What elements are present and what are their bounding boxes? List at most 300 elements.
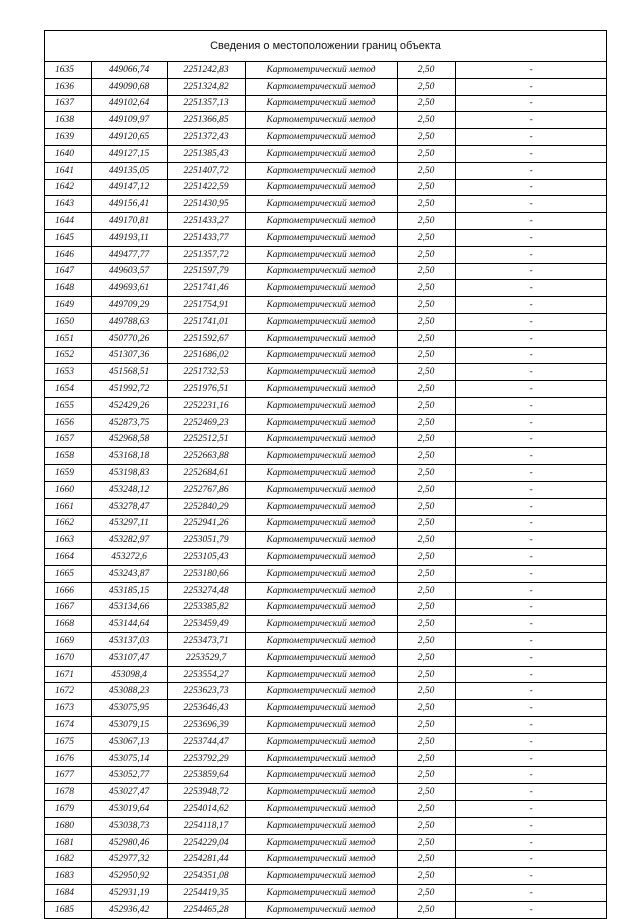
accuracy-cell: 2,50 (397, 414, 455, 431)
x-coordinate: 452931,19 (91, 885, 167, 902)
y-coordinate: 2254351,08 (167, 868, 245, 885)
method-cell: Картометрический метод (245, 700, 397, 717)
accuracy-cell: 2,50 (397, 465, 455, 482)
table-row (45, 62, 607, 78)
y-coordinate: 2251372,43 (167, 129, 245, 146)
accuracy-cell: 2,50 (397, 448, 455, 465)
x-coordinate: 450770,26 (91, 330, 167, 347)
dash-cell: - (455, 397, 607, 414)
method-cell: Картометрический метод (245, 297, 397, 314)
point-number: 1662 (45, 515, 91, 532)
y-coordinate: 2253529,7 (167, 649, 245, 666)
method-cell: Картометрический метод (245, 901, 397, 917)
accuracy-cell: 2,50 (397, 179, 455, 196)
y-coordinate: 2251407,72 (167, 162, 245, 179)
method-cell: Картометрический метод (245, 885, 397, 902)
dash-cell: - (455, 246, 607, 263)
dash-cell: - (455, 330, 607, 347)
y-coordinate: 2251385,43 (167, 145, 245, 162)
table-row (45, 498, 607, 515)
dash-cell: - (455, 78, 607, 95)
table-row (45, 717, 607, 734)
table-row (45, 229, 607, 246)
point-number: 1637 (45, 95, 91, 112)
table-row (45, 95, 607, 112)
dash-cell: - (455, 481, 607, 498)
point-number: 1675 (45, 733, 91, 750)
table-row (45, 733, 607, 750)
method-cell: Картометрический метод (245, 801, 397, 818)
method-cell: Картометрический метод (245, 565, 397, 582)
method-cell: Картометрический метод (245, 465, 397, 482)
x-coordinate: 449135,05 (91, 162, 167, 179)
method-cell: Картометрический метод (245, 162, 397, 179)
x-coordinate: 449090,68 (91, 78, 167, 95)
dash-cell: - (455, 649, 607, 666)
table-row (45, 381, 607, 398)
accuracy-cell: 2,50 (397, 196, 455, 213)
y-coordinate: 2251976,51 (167, 381, 245, 398)
table-row (45, 297, 607, 314)
method-cell: Картометрический метод (245, 532, 397, 549)
point-number: 1659 (45, 465, 91, 482)
x-coordinate: 453027,47 (91, 784, 167, 801)
x-coordinate: 449788,63 (91, 313, 167, 330)
y-coordinate: 2252684,61 (167, 465, 245, 482)
accuracy-cell: 2,50 (397, 347, 455, 364)
accuracy-cell: 2,50 (397, 297, 455, 314)
method-cell: Картометрический метод (245, 649, 397, 666)
accuracy-cell: 2,50 (397, 364, 455, 381)
point-number: 1649 (45, 297, 91, 314)
point-number: 1641 (45, 162, 91, 179)
method-cell: Картометрический метод (245, 717, 397, 734)
point-number: 1672 (45, 683, 91, 700)
y-coordinate: 2254419,35 (167, 885, 245, 902)
table-row (45, 330, 607, 347)
x-coordinate: 449120,65 (91, 129, 167, 146)
y-coordinate: 2252767,86 (167, 481, 245, 498)
point-number: 1650 (45, 313, 91, 330)
accuracy-cell: 2,50 (397, 515, 455, 532)
point-number: 1652 (45, 347, 91, 364)
dash-cell: - (455, 767, 607, 784)
dash-cell: - (455, 347, 607, 364)
dash-cell: - (455, 95, 607, 112)
x-coordinate: 449102,64 (91, 95, 167, 112)
point-number: 1651 (45, 330, 91, 347)
table-row (45, 633, 607, 650)
point-number: 1663 (45, 532, 91, 549)
table-row (45, 481, 607, 498)
accuracy-cell: 2,50 (397, 565, 455, 582)
method-cell: Картометрический метод (245, 515, 397, 532)
table-row (45, 112, 607, 129)
method-cell: Картометрический метод (245, 448, 397, 465)
table-row (45, 397, 607, 414)
point-number: 1639 (45, 129, 91, 146)
table-row (45, 414, 607, 431)
dash-cell: - (455, 213, 607, 230)
accuracy-cell: 2,50 (397, 649, 455, 666)
accuracy-cell: 2,50 (397, 213, 455, 230)
x-coordinate: 453098,4 (91, 666, 167, 683)
accuracy-cell: 2,50 (397, 599, 455, 616)
y-coordinate: 2253696,39 (167, 717, 245, 734)
table-row (45, 263, 607, 280)
table-row (45, 162, 607, 179)
dash-cell: - (455, 414, 607, 431)
accuracy-cell: 2,50 (397, 700, 455, 717)
dash-cell: - (455, 62, 607, 78)
point-number: 1683 (45, 868, 91, 885)
y-coordinate: 2254118,17 (167, 817, 245, 834)
point-number: 1648 (45, 280, 91, 297)
dash-cell: - (455, 196, 607, 213)
dash-cell: - (455, 297, 607, 314)
y-coordinate: 2253948,72 (167, 784, 245, 801)
y-coordinate: 2253554,27 (167, 666, 245, 683)
y-coordinate: 2251324,82 (167, 78, 245, 95)
method-cell: Картометрический метод (245, 549, 397, 566)
x-coordinate: 453052,77 (91, 767, 167, 784)
x-coordinate: 453243,87 (91, 565, 167, 582)
y-coordinate: 2251732,53 (167, 364, 245, 381)
method-cell: Картометрический метод (245, 414, 397, 431)
x-coordinate: 453248,12 (91, 481, 167, 498)
accuracy-cell: 2,50 (397, 683, 455, 700)
y-coordinate: 2252231,16 (167, 397, 245, 414)
x-coordinate: 453185,15 (91, 582, 167, 599)
accuracy-cell: 2,50 (397, 263, 455, 280)
y-coordinate: 2253623,73 (167, 683, 245, 700)
table-row (45, 565, 607, 582)
method-cell: Картометрический метод (245, 364, 397, 381)
x-coordinate: 452968,58 (91, 431, 167, 448)
point-number: 1656 (45, 414, 91, 431)
table-row (45, 431, 607, 448)
table-row (45, 213, 607, 230)
point-number: 1643 (45, 196, 91, 213)
accuracy-cell: 2,50 (397, 851, 455, 868)
point-number: 1671 (45, 666, 91, 683)
table-row (45, 448, 607, 465)
accuracy-cell: 2,50 (397, 397, 455, 414)
x-coordinate: 453038,73 (91, 817, 167, 834)
point-number: 1635 (45, 62, 91, 78)
x-coordinate: 449477,77 (91, 246, 167, 263)
dash-cell: - (455, 784, 607, 801)
table-row (45, 599, 607, 616)
sheet-title: Сведения о местоположении границ объекта (45, 31, 606, 62)
point-number: 1673 (45, 700, 91, 717)
x-coordinate: 451992,72 (91, 381, 167, 398)
x-coordinate: 449693,61 (91, 280, 167, 297)
y-coordinate: 2253180,66 (167, 565, 245, 582)
point-number: 1679 (45, 801, 91, 818)
accuracy-cell: 2,50 (397, 532, 455, 549)
x-coordinate: 452980,46 (91, 834, 167, 851)
method-cell: Картометрический метод (245, 145, 397, 162)
table-row (45, 700, 607, 717)
x-coordinate: 449109,97 (91, 112, 167, 129)
dash-cell: - (455, 229, 607, 246)
method-cell: Картометрический метод (245, 868, 397, 885)
point-number: 1638 (45, 112, 91, 129)
x-coordinate: 449709,29 (91, 297, 167, 314)
method-cell: Картометрический метод (245, 330, 397, 347)
coordinates-table (45, 62, 607, 918)
table-row (45, 868, 607, 885)
x-coordinate: 453075,14 (91, 750, 167, 767)
dash-cell: - (455, 263, 607, 280)
table-row (45, 851, 607, 868)
method-cell: Картометрический метод (245, 616, 397, 633)
y-coordinate: 2254281,44 (167, 851, 245, 868)
table-row (45, 784, 607, 801)
accuracy-cell: 2,50 (397, 885, 455, 902)
y-coordinate: 2253473,71 (167, 633, 245, 650)
accuracy-cell: 2,50 (397, 582, 455, 599)
method-cell: Картометрический метод (245, 229, 397, 246)
accuracy-cell: 2,50 (397, 129, 455, 146)
table-row (45, 582, 607, 599)
point-number: 1654 (45, 381, 91, 398)
table-row (45, 801, 607, 818)
dash-cell: - (455, 515, 607, 532)
x-coordinate: 453144,64 (91, 616, 167, 633)
x-coordinate: 453107,47 (91, 649, 167, 666)
dash-cell: - (455, 112, 607, 129)
dash-cell: - (455, 901, 607, 917)
accuracy-cell: 2,50 (397, 549, 455, 566)
table-row (45, 347, 607, 364)
x-coordinate: 451307,36 (91, 347, 167, 364)
x-coordinate: 453297,11 (91, 515, 167, 532)
y-coordinate: 2252469,23 (167, 414, 245, 431)
dash-cell: - (455, 313, 607, 330)
x-coordinate: 453137,03 (91, 633, 167, 650)
table-row (45, 196, 607, 213)
table-row (45, 145, 607, 162)
method-cell: Картометрический метод (245, 78, 397, 95)
point-number: 1655 (45, 397, 91, 414)
x-coordinate: 452429,26 (91, 397, 167, 414)
point-number: 1678 (45, 784, 91, 801)
accuracy-cell: 2,50 (397, 733, 455, 750)
method-cell: Картометрический метод (245, 666, 397, 683)
y-coordinate: 2251592,67 (167, 330, 245, 347)
dash-cell: - (455, 448, 607, 465)
dash-cell: - (455, 162, 607, 179)
accuracy-cell: 2,50 (397, 229, 455, 246)
x-coordinate: 449170,81 (91, 213, 167, 230)
accuracy-cell: 2,50 (397, 162, 455, 179)
table-row (45, 465, 607, 482)
method-cell: Картометрический метод (245, 431, 397, 448)
method-cell: Картометрический метод (245, 851, 397, 868)
dash-cell: - (455, 666, 607, 683)
y-coordinate: 2251357,72 (167, 246, 245, 263)
accuracy-cell: 2,50 (397, 717, 455, 734)
x-coordinate: 453088,23 (91, 683, 167, 700)
accuracy-cell: 2,50 (397, 633, 455, 650)
point-number: 1667 (45, 599, 91, 616)
table-row (45, 179, 607, 196)
point-number: 1644 (45, 213, 91, 230)
table-row (45, 767, 607, 784)
y-coordinate: 2251366,85 (167, 112, 245, 129)
y-coordinate: 2251430,95 (167, 196, 245, 213)
x-coordinate: 449156,41 (91, 196, 167, 213)
point-number: 1636 (45, 78, 91, 95)
method-cell: Картометрический метод (245, 397, 397, 414)
point-number: 1669 (45, 633, 91, 650)
method-cell: Картометрический метод (245, 313, 397, 330)
table-row (45, 515, 607, 532)
accuracy-cell: 2,50 (397, 62, 455, 78)
dash-cell: - (455, 381, 607, 398)
y-coordinate: 2251597,79 (167, 263, 245, 280)
table-row (45, 649, 607, 666)
dash-cell: - (455, 465, 607, 482)
y-coordinate: 2253859,64 (167, 767, 245, 784)
table-row (45, 750, 607, 767)
table-row (45, 616, 607, 633)
dash-cell: - (455, 549, 607, 566)
table-row (45, 246, 607, 263)
point-number: 1664 (45, 549, 91, 566)
accuracy-cell: 2,50 (397, 112, 455, 129)
accuracy-cell: 2,50 (397, 95, 455, 112)
table-row (45, 683, 607, 700)
x-coordinate: 449193,11 (91, 229, 167, 246)
y-coordinate: 2251422,59 (167, 179, 245, 196)
point-number: 1640 (45, 145, 91, 162)
dash-cell: - (455, 498, 607, 515)
method-cell: Картометрический метод (245, 213, 397, 230)
dash-cell: - (455, 700, 607, 717)
point-number: 1668 (45, 616, 91, 633)
y-coordinate: 2253385,82 (167, 599, 245, 616)
method-cell: Картометрический метод (245, 112, 397, 129)
method-cell: Картометрический метод (245, 129, 397, 146)
y-coordinate: 2253744,47 (167, 733, 245, 750)
point-number: 1674 (45, 717, 91, 734)
point-number: 1665 (45, 565, 91, 582)
y-coordinate: 2253051,79 (167, 532, 245, 549)
accuracy-cell: 2,50 (397, 767, 455, 784)
dash-cell: - (455, 532, 607, 549)
accuracy-cell: 2,50 (397, 246, 455, 263)
x-coordinate: 453079,15 (91, 717, 167, 734)
accuracy-cell: 2,50 (397, 498, 455, 515)
dash-cell: - (455, 364, 607, 381)
x-coordinate: 453134,66 (91, 599, 167, 616)
point-number: 1677 (45, 767, 91, 784)
table-row (45, 834, 607, 851)
point-number: 1645 (45, 229, 91, 246)
y-coordinate: 2254465,28 (167, 901, 245, 917)
table-row (45, 129, 607, 146)
table-row (45, 78, 607, 95)
x-coordinate: 452936,42 (91, 901, 167, 917)
x-coordinate: 451568,51 (91, 364, 167, 381)
point-number: 1653 (45, 364, 91, 381)
y-coordinate: 2253274,48 (167, 582, 245, 599)
accuracy-cell: 2,50 (397, 901, 455, 917)
method-cell: Картометрический метод (245, 733, 397, 750)
method-cell: Картометрический метод (245, 280, 397, 297)
accuracy-cell: 2,50 (397, 330, 455, 347)
y-coordinate: 2253459,49 (167, 616, 245, 633)
point-number: 1684 (45, 885, 91, 902)
dash-cell: - (455, 817, 607, 834)
point-number: 1682 (45, 851, 91, 868)
boundary-sheet (44, 30, 607, 919)
x-coordinate: 453198,83 (91, 465, 167, 482)
point-number: 1666 (45, 582, 91, 599)
accuracy-cell: 2,50 (397, 801, 455, 818)
dash-cell: - (455, 179, 607, 196)
x-coordinate: 453075,95 (91, 700, 167, 717)
x-coordinate: 453168,18 (91, 448, 167, 465)
accuracy-cell: 2,50 (397, 784, 455, 801)
x-coordinate: 449127,15 (91, 145, 167, 162)
dash-cell: - (455, 129, 607, 146)
method-cell: Картометрический метод (245, 246, 397, 263)
point-number: 1661 (45, 498, 91, 515)
method-cell: Картометрический метод (245, 750, 397, 767)
dash-cell: - (455, 280, 607, 297)
dash-cell: - (455, 851, 607, 868)
method-cell: Картометрический метод (245, 62, 397, 78)
y-coordinate: 2252840,29 (167, 498, 245, 515)
accuracy-cell: 2,50 (397, 616, 455, 633)
dash-cell: - (455, 616, 607, 633)
dash-cell: - (455, 885, 607, 902)
x-coordinate: 453019,64 (91, 801, 167, 818)
method-cell: Картометрический метод (245, 599, 397, 616)
x-coordinate: 453067,13 (91, 733, 167, 750)
method-cell: Картометрический метод (245, 95, 397, 112)
accuracy-cell: 2,50 (397, 313, 455, 330)
dash-cell: - (455, 582, 607, 599)
dash-cell: - (455, 717, 607, 734)
accuracy-cell: 2,50 (397, 381, 455, 398)
method-cell: Картометрический метод (245, 263, 397, 280)
x-coordinate: 453282,97 (91, 532, 167, 549)
x-coordinate: 449066,74 (91, 62, 167, 78)
table-row (45, 901, 607, 917)
dash-cell: - (455, 750, 607, 767)
method-cell: Картометрический метод (245, 347, 397, 364)
y-coordinate: 2253105,43 (167, 549, 245, 566)
table-row (45, 885, 607, 902)
dash-cell: - (455, 145, 607, 162)
accuracy-cell: 2,50 (397, 834, 455, 851)
accuracy-cell: 2,50 (397, 280, 455, 297)
x-coordinate: 453278,47 (91, 498, 167, 515)
table-row (45, 364, 607, 381)
method-cell: Картометрический метод (245, 498, 397, 515)
point-number: 1646 (45, 246, 91, 263)
point-number: 1642 (45, 179, 91, 196)
method-cell: Картометрический метод (245, 784, 397, 801)
y-coordinate: 2251686,02 (167, 347, 245, 364)
point-number: 1681 (45, 834, 91, 851)
y-coordinate: 2253792,29 (167, 750, 245, 767)
